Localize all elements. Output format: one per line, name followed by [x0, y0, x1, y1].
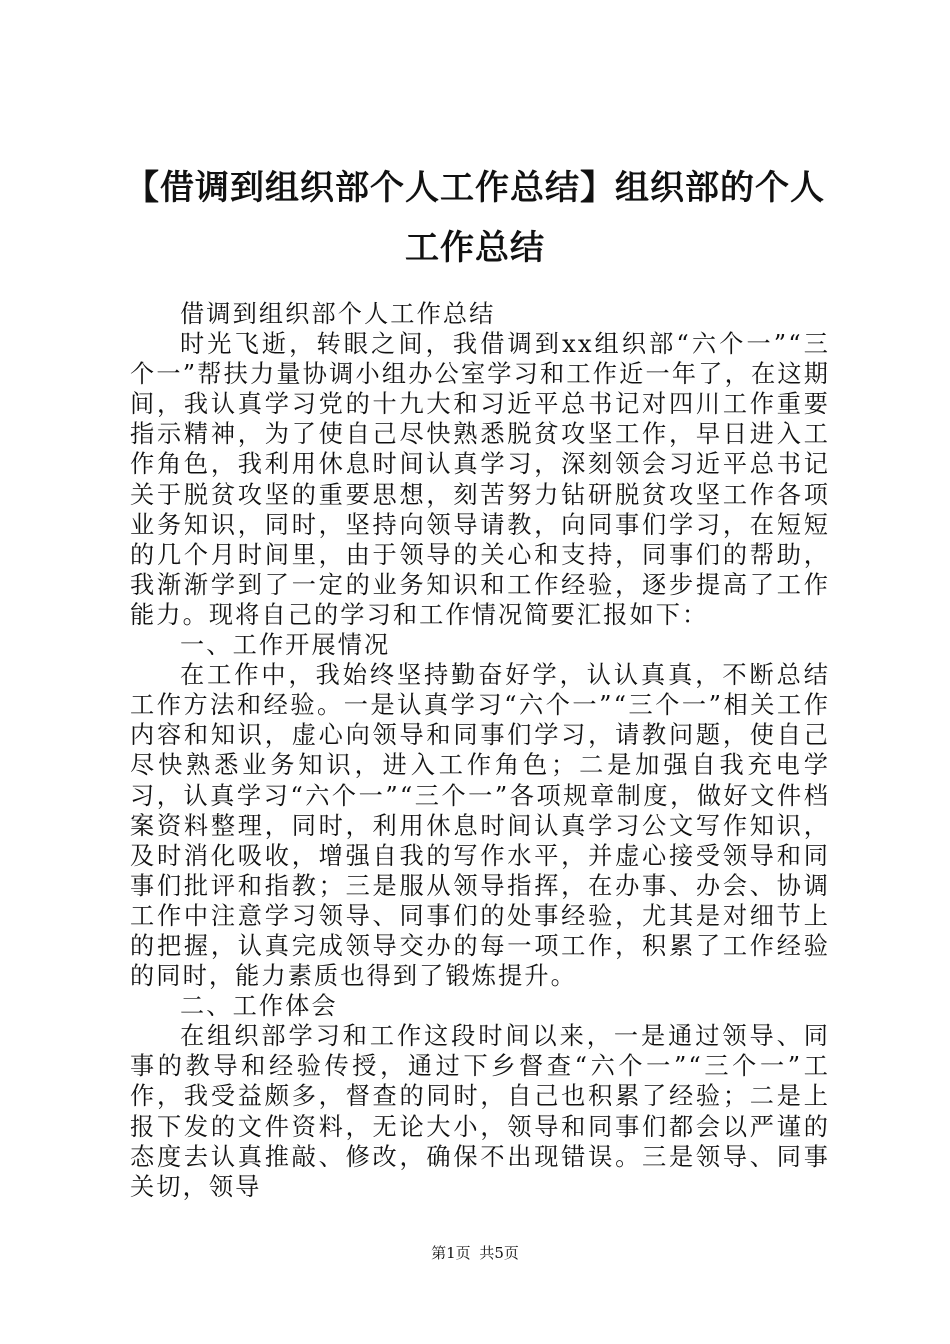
section-1-paragraph: 在工作中，我始终坚持勤奋好学，认认真真，不断总结工作方法和经验。一是认真学习“六个一”“三个一”相关工作内容和知识，虚心向领导和同事们学习，请教问题，使自己尽快熟悉业务知识，进入工作角色；二是加强自我充电学习，认真学习“六个一”“三个一”各项规章制度，做好文件档案资料整理，同时，利用休息时间认真学习公文写作知识，及时消化吸收，增强自我的写作水平，并虚心接受领导和同事们批评和指教；三是服从领导指挥，在办事、办会、协调工作中注意学习领导、同事们的处事经验，尤其是对细节上的把握，认真完成领导交办的每一项工作，积累了工作经验的同时，能力素质也得到了锻炼提升。	[130, 661, 830, 991]
section-heading-1: 一、工作开展情况	[180, 631, 391, 660]
intro-paragraph: 时光飞逝，转眼之间，我借调到xx组织部“六个一”“三个一”帮扶力量协调小组办公室学习和工作近一年了，在这期间，我认真学习党的十九大和习近平总书记对四川工作重要指示精神，为了使自己尽快熟悉脱贫攻坚工作，早日进入工作角色，我利用休息时间认真学习，深刻领会习近平总书记关于脱贫攻坚的重要思想，刻苦努力钻研脱贫攻坚工作各项业务知识，同时，坚持向领导请教，向同事们学习，在短短的几个月时间里，由于领导的关心和支持，同事们的帮助，我渐渐学到了一定的业务知识和工作经验，逐步提高了工作能力。现将自己的学习和工作情况简要汇报如下：	[130, 330, 830, 629]
page-total: 共5页	[479, 1244, 519, 1262]
section-2-paragraph: 在组织部学习和工作这段时间以来，一是通过领导、同事的教导和经验传授，通过下乡督查“六个一”“三个一”工作，我受益颇多，督查的同时，自己也积累了经验；二是上报下发的文件资料，无论大小，领导和同事们都会以严谨的态度去认真推敲、修改，确保不出现错误。三是领导、同事关切，领导	[130, 1022, 830, 1201]
document-body	[130, 299, 830, 1202]
page-number: 第1页	[431, 1244, 471, 1262]
page-footer	[0, 1243, 950, 1263]
subtitle-paragraph: 借调到组织部个人工作总结	[180, 300, 496, 328]
section-heading-2: 二、工作体会	[180, 992, 338, 1021]
document-title: 【借调到组织部个人工作总结】组织部的个人工作总结	[125, 168, 825, 268]
